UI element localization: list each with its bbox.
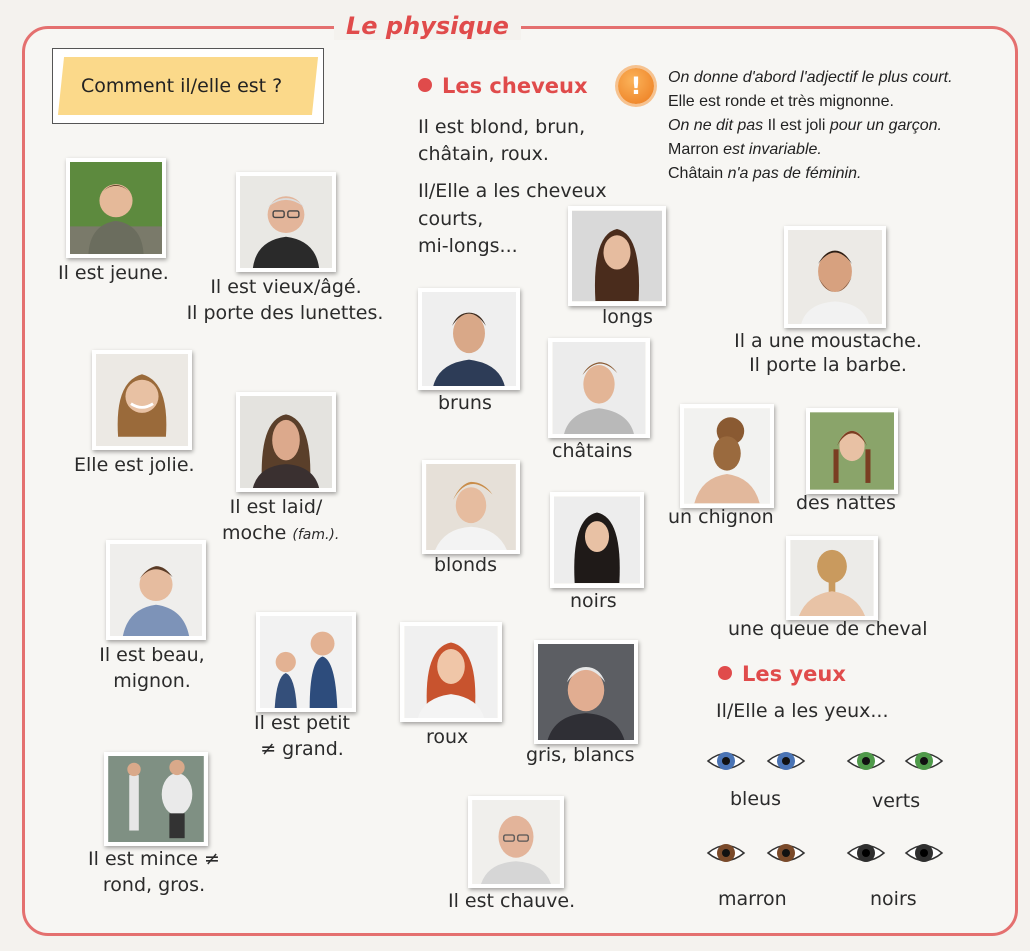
photo-long-hair [568,206,666,306]
photo-chestnut-hair [548,338,650,438]
caption-chauve: Il est chauve. [448,890,576,912]
caption-bruns: bruns [438,392,492,414]
caption-longs: longs [602,306,653,328]
caption-laid: Il est laid/ [229,496,323,518]
yeux-intro: Il/Elle a les yeux... [716,700,889,722]
photo-queue [786,536,878,620]
caption-moustache: Il a une moustache. [734,330,922,352]
caption-noirs-hair: noirs [570,590,617,612]
photo-bald [468,796,564,888]
eye-green-right [904,748,944,774]
caption-chignon: un chignon [668,506,774,528]
question-text: Comment il/elle est ? [81,75,283,97]
photo-blond-hair [422,460,520,554]
eye-black-left [846,840,886,866]
photo-beard [784,226,886,328]
section-cheveux: Les cheveux [418,74,588,98]
question-label [52,48,324,124]
cheveux-line2: châtain, roux. [418,143,549,165]
photo-ugly-man [236,392,336,492]
caption-lunettes: Il porte des lunettes. [186,302,384,324]
cheveux-line1: Il est blond, brun, [418,116,586,138]
eye-black-right [904,840,944,866]
photo-handsome-man [106,540,206,640]
caption-nattes: des nattes [796,492,896,514]
photo-chignon [680,404,774,508]
caption-jeune: Il est jeune. [58,262,169,284]
caption-grand: ≠ grand. [260,738,344,760]
caption-rond: rond, gros. [102,874,206,896]
photo-children [256,612,356,712]
caption-jolie: Elle est jolie. [74,454,195,476]
photo-grey-hair [534,640,638,744]
eye-blue-right [766,748,806,774]
warning-icon: ! [618,68,654,104]
cheveux-line5: mi-longs... [418,235,518,257]
cheveux-line4: courts, [418,208,484,230]
caption-queue: une queue de cheval [728,618,928,640]
caption-noirs-eyes: noirs [870,888,917,910]
caption-mignon: mignon. [113,670,191,692]
caption-barbe: Il porte la barbe. [749,354,907,376]
eye-brown-right [766,840,806,866]
photo-thin-vs-fat [104,752,208,846]
caption-blonds: blonds [434,554,497,576]
caption-bleus: bleus [730,788,781,810]
caption-verts: verts [872,790,921,812]
caption-petit: Il est petit [254,712,350,734]
eye-blue-left [706,748,746,774]
caption-chatains: châtains [552,440,633,462]
cheveux-line3: Il/Elle a les cheveux [418,180,607,202]
photo-red-hair [400,622,502,722]
caption-marron: marron [718,888,787,910]
photo-brown-hair [418,288,520,390]
grammar-note: On donne d'abord l'adjectif le plus court. Elle est ronde et très mignonne. On ne dit pas Il est joli pour un garçon. Marron est invariable. Châtain n'a pas de féminin. [668,69,953,182]
photo-black-hair [550,492,644,588]
page-title: Le physique [334,12,521,40]
section-yeux: Les yeux [718,662,846,686]
photo-young-boy [66,158,166,258]
eye-brown-left [706,840,746,866]
caption-gris: gris, blancs [526,744,635,766]
photo-pretty-woman [92,350,192,450]
photo-nattes [806,408,898,494]
caption-moche: moche (fam.). [222,522,340,544]
caption-beau: Il est beau, [99,644,205,666]
caption-mince: Il est mince ≠ [88,848,220,870]
eye-green-left [846,748,886,774]
caption-roux: roux [426,726,469,748]
photo-old-man [236,172,336,272]
caption-vieux: Il est vieux/âgé. [210,276,362,298]
